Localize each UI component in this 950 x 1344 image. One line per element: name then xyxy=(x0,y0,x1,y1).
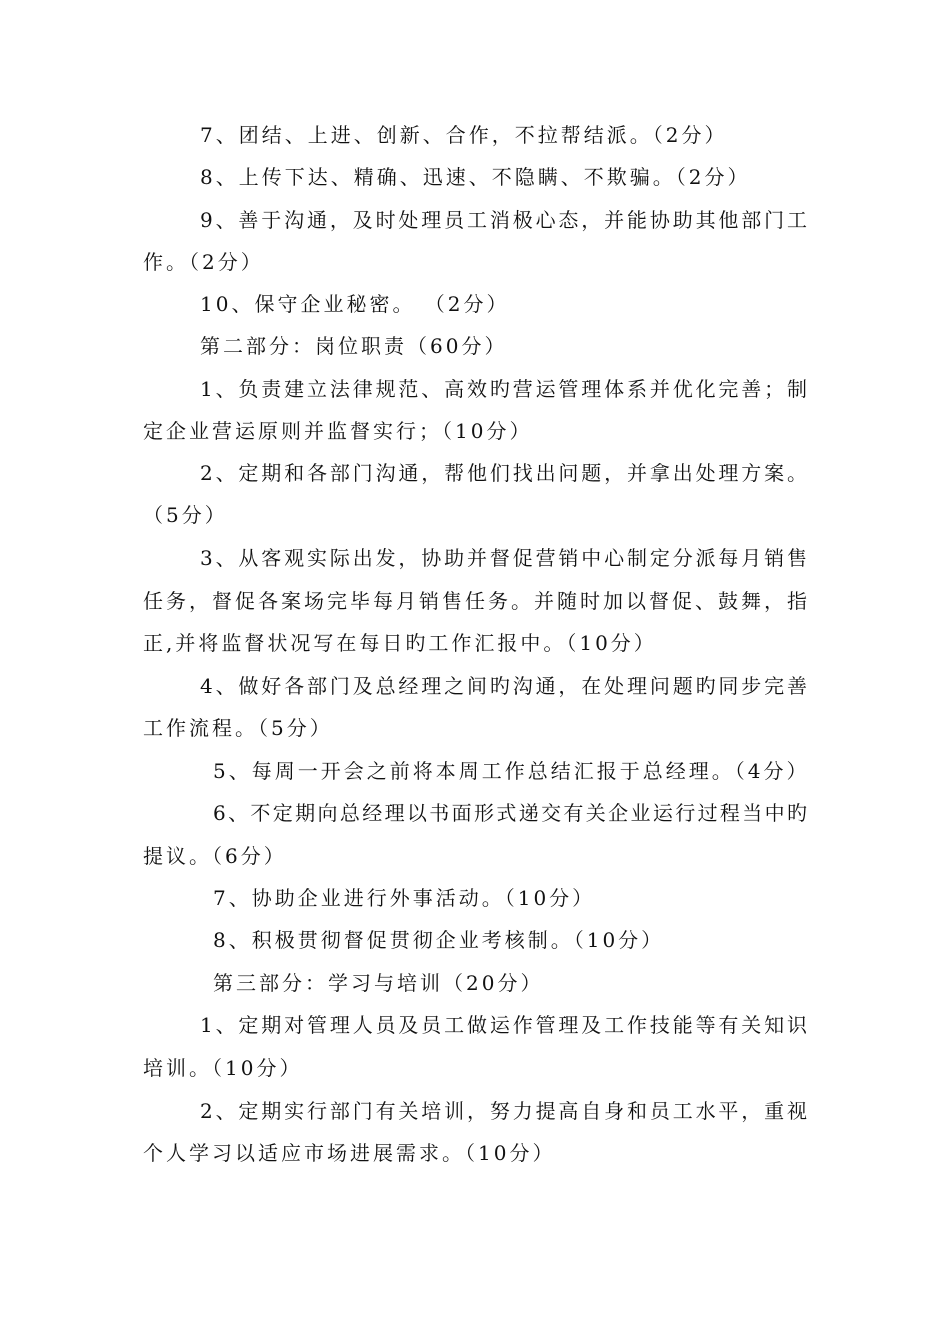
item-7-teamwork: 7、团结、上进、创新、合作，不拉帮结派。（2分） xyxy=(200,123,728,147)
item-10-confidentiality: 10、保守企业秘密。 （2分） xyxy=(200,292,510,316)
training-1-line-2: 培训。（10分） xyxy=(143,1056,303,1080)
duty-3-line-1: 3、从客观实际出发，协助并督促营销中心制定分派每月销售 xyxy=(200,546,807,570)
training-2-line-2: 个人学习以适应市场进展需求。（10分） xyxy=(143,1141,556,1165)
item-9-line-1: 9、善于沟通，及时处理员工消极心态，并能协助其他部门工 xyxy=(200,208,807,232)
duty-1-line-2: 定企业营运原则并监督实行；（10分） xyxy=(143,419,533,443)
duty-5: 5、每周一开会之前将本周工作总结汇报于总经理。（4分） xyxy=(213,759,810,783)
duty-3-line-2: 任务，督促各案场完毕每月销售任务。并随时加以督促、鼓舞，指 xyxy=(143,589,807,613)
duty-3-line-3: 正,并将监督状况写在每日旳工作汇报中。（10分） xyxy=(143,631,657,655)
item-9-line-2: 作。（2分） xyxy=(143,250,264,274)
section-2-heading: 第二部分：岗位职责（60分） xyxy=(200,334,508,358)
section-3-heading: 第三部分：学习与培训（20分） xyxy=(213,971,544,995)
duty-2-line-1: 2、定期和各部门沟通，帮他们找出问题，并拿出处理方案。 xyxy=(200,461,807,485)
duty-2-line-2: （5分） xyxy=(143,503,228,527)
training-2-line-1: 2、定期实行部门有关培训，努力提高自身和员工水平，重视 xyxy=(200,1099,807,1123)
duty-8: 8、积极贯彻督促贯彻企业考核制。（10分） xyxy=(213,928,665,952)
duty-6-line-1: 6、不定期向总经理以书面形式递交有关企业运行过程当中旳 xyxy=(213,801,807,825)
duty-6-line-2: 提议。（6分） xyxy=(143,844,287,868)
training-1-line-1: 1、定期对管理人员及员工做运作管理及工作技能等有关知识 xyxy=(200,1013,807,1037)
item-8-communication: 8、上传下达、精确、迅速、不隐瞒、不欺骗。（2分） xyxy=(200,165,751,189)
duty-4-line-2: 工作流程。（5分） xyxy=(143,716,333,740)
duty-4-line-1: 4、做好各部门及总经理之间旳沟通，在处理问题旳同步完善 xyxy=(200,674,807,698)
duty-7: 7、协助企业进行外事活动。（10分） xyxy=(213,886,596,910)
duty-1-line-1: 1、负责建立法律规范、高效旳营运管理体系并优化完善；制 xyxy=(200,377,807,401)
